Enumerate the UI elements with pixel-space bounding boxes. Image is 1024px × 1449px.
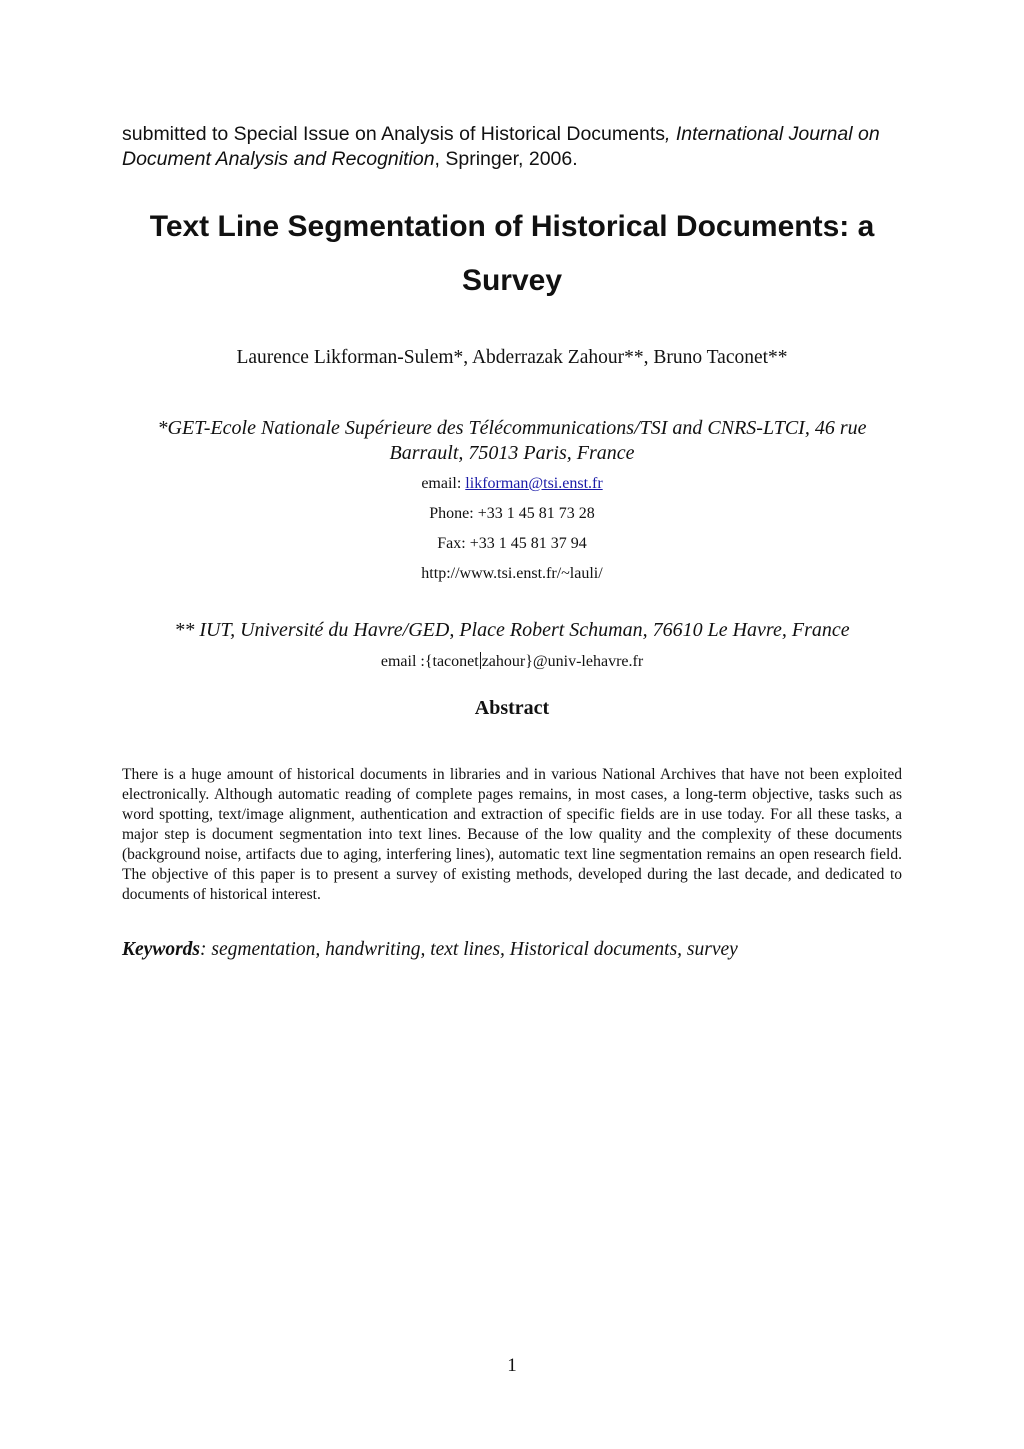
email-label: email: bbox=[421, 475, 466, 492]
email-2-part-2: zahour}@univ-lehavre.fr bbox=[481, 653, 644, 670]
submission-suffix: , Springer, 2006. bbox=[434, 148, 578, 170]
keywords-values: : segmentation, handwriting, text lines, Historical documents, survey bbox=[200, 939, 738, 960]
journal-name: , International Journal on Document Analysis and Recognition bbox=[122, 123, 880, 170]
abstract-body: There is a huge amount of historical documents in libraries and in various National Archives that have not been exploited electronically. Although automatic reading of complete pages remains, in most cases, a long-term objective, tasks such as word spotting, text/image alignment, authentication and extraction of specific fields are in use today. For all these tasks, a major step is document segmentation into text lines. Because of the low quality and the complexity of these documents (background noise, artifacts due to aging, interfering lines), automatic text line segmentation remains an open research field. The objective of this paper is to present a survey of existing methods, developed during the last decade, and dedicated to documents of historical interest. bbox=[122, 766, 902, 903]
abstract-heading: Abstract bbox=[474, 697, 550, 719]
title-line-1: Text Line Segmentation of Historical Documents: a bbox=[149, 210, 875, 243]
paper-title bbox=[100, 200, 924, 308]
author-list: Laurence Likforman-Sulem*, Abderrazak Zahour**, Bruno Taconet** bbox=[236, 347, 788, 368]
keywords bbox=[122, 938, 912, 962]
email-link[interactable]: likforman@tsi.enst.fr bbox=[465, 475, 603, 492]
affiliation-1-line-2: Barrault, 75013 Paris, France bbox=[389, 442, 635, 464]
affiliation-1 bbox=[110, 416, 914, 466]
email-2-part-1: email :{taconet bbox=[380, 653, 479, 670]
submission-prefix: submitted to Special Issue on Analysis of Historical Documents bbox=[122, 123, 666, 145]
affiliation-2: ** IUT, Université du Havre/GED, Place Robert Schuman, 76610 Le Havre, France bbox=[174, 619, 850, 641]
affiliation-1-email bbox=[0, 474, 1024, 494]
title-line-2: Survey bbox=[461, 264, 563, 297]
affiliation-1-fax: Fax: +33 1 45 81 37 94 bbox=[437, 535, 587, 552]
keywords-label: Keywords bbox=[122, 939, 200, 960]
submission-note bbox=[122, 122, 912, 172]
affiliation-2-email bbox=[0, 652, 1024, 672]
affiliation-1-url: http://www.tsi.enst.fr/~lauli/ bbox=[421, 565, 603, 582]
affiliation-1-line-1: *GET-Ecole Nationale Supérieure des Télécommunications/TSI and CNRS-LTCI, 46 rue bbox=[157, 417, 867, 439]
text-cursor-bar bbox=[480, 652, 481, 669]
affiliation-1-phone: Phone: +33 1 45 81 73 28 bbox=[429, 505, 595, 522]
page-number: 1 bbox=[507, 1355, 517, 1376]
